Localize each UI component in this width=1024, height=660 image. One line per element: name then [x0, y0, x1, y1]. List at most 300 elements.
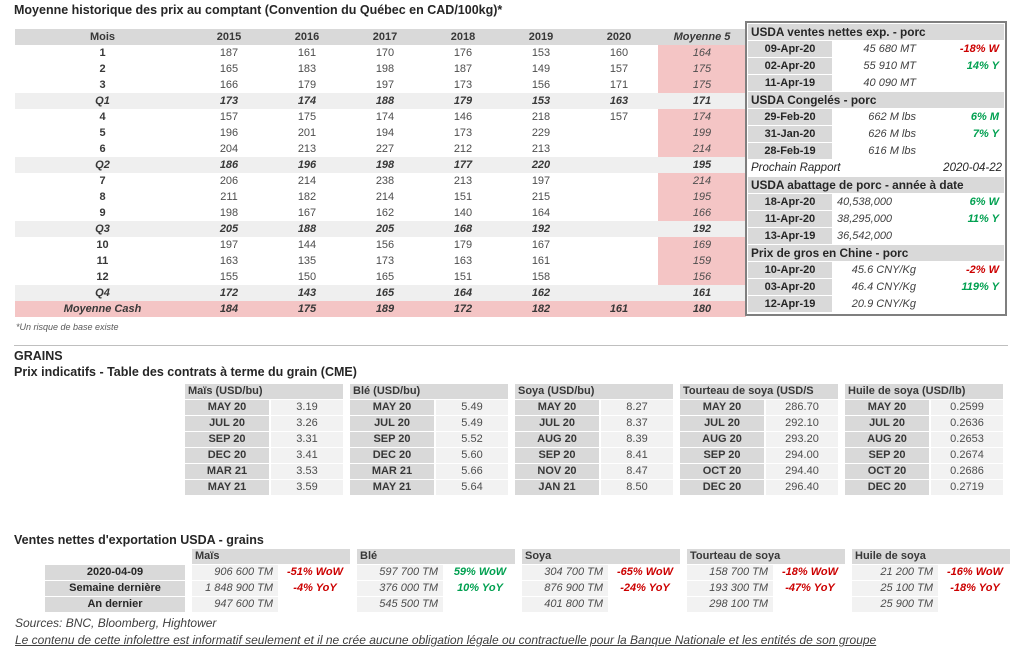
contract-month-cell: OCT 20	[680, 464, 764, 479]
contract-price-cell: 286.70	[766, 400, 838, 415]
price-average-cell: 195	[658, 189, 746, 205]
contract-month-cell: JUL 20	[845, 416, 929, 431]
price-table-row	[15, 109, 746, 125]
page-title: Moyenne historique des prix au comptant (Convention du Québec en CAD/100kg)*	[14, 3, 503, 17]
cme-commodity-group	[845, 384, 1003, 496]
price-value-cell: 166	[219, 79, 239, 91]
contract-month-cell: MAY 21	[350, 480, 434, 495]
sidebar-change-cell: 6% M	[970, 111, 999, 123]
cme-contract-row	[680, 480, 838, 495]
export-tonnage-cell: 376 000 TM	[357, 581, 443, 596]
export-tonnage-cell: 158 700 TM	[687, 565, 773, 580]
contract-price-cell: 3.59	[271, 480, 343, 495]
cme-contract-row	[350, 416, 508, 431]
sidebar-date-cell: 29-Feb-20	[748, 109, 832, 125]
price-value-cell: 183	[297, 63, 317, 75]
price-value-cell: 162	[502, 285, 580, 301]
contract-month-cell: SEP 20	[845, 448, 929, 463]
cme-contract-row	[845, 400, 1003, 415]
contract-month-cell: JUL 20	[680, 416, 764, 431]
cme-group-header: Huile de soya (USD/lb)	[845, 384, 1003, 399]
sidebar-date-cell: 13-Apr-19	[748, 228, 832, 244]
export-change-cell	[280, 597, 350, 612]
price-value-cell: 157	[219, 111, 239, 123]
price-value-cell: 205	[346, 221, 424, 237]
export-data-row	[687, 597, 845, 612]
export-tonnage-cell: 304 700 TM	[522, 565, 608, 580]
price-table-row	[15, 141, 746, 157]
sidebar-value-cell: 626 M lbs	[868, 128, 916, 140]
cme-contract-row	[350, 480, 508, 495]
price-row-label: 2	[99, 63, 106, 75]
contract-month-cell: DEC 20	[845, 480, 929, 495]
cme-contract-row	[680, 464, 838, 479]
contract-price-cell: 0.2599	[931, 400, 1003, 415]
sidebar-value-cell: 46.4 CNY/Kg	[851, 281, 916, 293]
sidebar-section-header: Prix de gros en Chine - porc	[748, 245, 1004, 261]
price-value-cell: 151	[453, 191, 473, 203]
price-row-label: Moyenne Cash	[15, 301, 190, 317]
contract-price-cell: 0.2636	[931, 416, 1003, 431]
export-data-row	[357, 565, 515, 580]
sidebar-date-cell: 02-Apr-20	[748, 58, 832, 74]
price-row-label: 12	[96, 271, 109, 283]
price-value-cell: 156	[375, 239, 395, 251]
export-data-row	[852, 565, 1010, 580]
cme-contract-row	[185, 464, 343, 479]
price-column-header: 2020	[580, 29, 658, 45]
price-average-cell: 166	[658, 205, 746, 221]
price-value-cell: 174	[268, 93, 346, 109]
price-value-cell: 170	[375, 47, 395, 59]
export-data-row	[852, 581, 1010, 596]
section-divider-line	[14, 345, 1008, 346]
cme-commodity-group	[680, 384, 838, 496]
contract-month-cell: AUG 20	[680, 432, 764, 447]
sources-line: Sources: BNC, Bloomberg, Hightower	[15, 616, 217, 630]
contract-month-cell: MAR 21	[350, 464, 434, 479]
cme-contract-row	[680, 416, 838, 431]
export-tonnage-cell: 193 300 TM	[687, 581, 773, 596]
contract-month-cell: JUL 20	[515, 416, 599, 431]
price-value-cell: 197	[375, 79, 395, 91]
contract-price-cell: 3.41	[271, 448, 343, 463]
export-change-cell: -18% YoY	[950, 582, 1000, 594]
price-value-cell: 184	[190, 301, 268, 317]
export-change-cell	[940, 597, 1010, 612]
price-value-cell: 213	[297, 143, 317, 155]
price-value-cell: 182	[502, 301, 580, 317]
export-row-label: Semaine dernière	[45, 581, 185, 596]
price-row-label: Q2	[15, 157, 190, 173]
cme-contract-row	[515, 448, 673, 463]
export-tonnage-cell: 25 100 TM	[852, 581, 938, 596]
sidebar-data-row	[748, 296, 1004, 312]
cme-commodity-group	[350, 384, 508, 496]
sidebar-data-row	[748, 262, 1004, 278]
price-column-header: Moyenne 5	[658, 29, 746, 45]
cme-contract-row	[845, 432, 1003, 447]
contract-price-cell: 3.31	[271, 432, 343, 447]
price-value-cell: 194	[375, 127, 395, 139]
export-change-cell: -4% YoY	[293, 582, 337, 594]
price-value-cell: 171	[609, 79, 629, 91]
price-value-cell: 163	[453, 255, 473, 267]
export-commodity-group	[852, 549, 1010, 613]
price-table-row	[15, 93, 746, 109]
price-value-cell: 177	[424, 157, 502, 173]
cme-commodity-group	[515, 384, 673, 496]
export-change-cell	[610, 597, 680, 612]
price-value-cell: 213	[531, 143, 551, 155]
price-value-cell: 144	[297, 239, 317, 251]
price-value-cell: 135	[297, 255, 317, 267]
price-table-row	[15, 221, 746, 237]
sidebar-value-cell: 20.9 CNY/Kg	[851, 298, 916, 310]
price-value-cell: 161	[297, 47, 317, 59]
price-value-cell: 189	[346, 301, 424, 317]
contract-price-cell: 8.47	[601, 464, 673, 479]
price-row-label: 4	[99, 111, 106, 123]
export-commodity-group	[192, 549, 350, 613]
contract-month-cell: MAY 20	[680, 400, 764, 415]
contract-month-cell: JAN 21	[515, 480, 599, 495]
next-report-date: 2020-04-22	[943, 162, 1002, 174]
cme-group-header: Maïs (USD/bu)	[185, 384, 343, 399]
legal-disclaimer: Le contenu de cette infolettre est informatif seulement et il ne crée aucune obligation légale ou contractuelle pour la Banque Nationale et les entités de son groupe	[15, 633, 877, 647]
price-table-row	[15, 301, 746, 317]
price-value-cell: 206	[219, 175, 239, 187]
price-row-label: 3	[99, 79, 106, 91]
sidebar-date-cell: 10-Apr-20	[748, 262, 832, 278]
price-value-cell: 153	[502, 93, 580, 109]
sidebar-date-cell: 18-Apr-20	[748, 194, 832, 210]
sidebar-date-cell: 31-Jan-20	[748, 126, 832, 142]
contract-price-cell: 294.40	[766, 464, 838, 479]
export-commodity-group	[357, 549, 515, 613]
sidebar-value-cell: 662 M lbs	[868, 111, 916, 123]
contract-price-cell: 296.40	[766, 480, 838, 495]
export-tonnage-cell: 401 800 TM	[522, 597, 608, 612]
cme-contract-row	[845, 448, 1003, 463]
contract-price-cell: 3.26	[271, 416, 343, 431]
price-average-cell: 214	[658, 173, 746, 189]
price-row-label: 11	[96, 255, 109, 267]
contract-price-cell: 5.64	[436, 480, 508, 495]
next-report-label: Prochain Rapport	[751, 162, 841, 174]
contract-price-cell: 8.50	[601, 480, 673, 495]
contract-month-cell: MAY 20	[350, 400, 434, 415]
price-value-cell: 205	[190, 221, 268, 237]
price-average-cell: 171	[658, 93, 746, 109]
price-value-cell: 156	[531, 79, 551, 91]
price-value-cell: 158	[531, 271, 551, 283]
price-header-row	[15, 29, 746, 45]
sidebar-value-cell: 40 090 MT	[863, 77, 916, 89]
export-data-row	[522, 581, 680, 596]
price-value-cell	[580, 237, 658, 253]
export-label-column	[45, 549, 185, 613]
price-value-cell: 165	[375, 271, 395, 283]
export-group-header: Tourteau de soya	[687, 549, 845, 564]
contract-month-cell: DEC 20	[185, 448, 269, 463]
contract-month-cell: JUL 20	[350, 416, 434, 431]
price-column-header: 2017	[346, 29, 424, 45]
export-row-label: 2020-04-09	[45, 565, 185, 580]
price-table-row	[15, 285, 746, 301]
price-value-cell: 192	[502, 221, 580, 237]
price-value-cell: 157	[609, 63, 629, 75]
export-tonnage-cell: 25 900 TM	[852, 597, 938, 612]
export-tonnage-cell: 906 600 TM	[192, 565, 278, 580]
usda-pork-panel	[745, 21, 1007, 316]
cme-contract-row	[185, 400, 343, 415]
export-header-spacer	[45, 549, 185, 565]
price-value-cell: 163	[219, 255, 239, 267]
price-value-cell	[580, 125, 658, 141]
next-report-row	[748, 160, 1004, 176]
price-value-cell	[580, 157, 658, 173]
cme-contract-row	[350, 400, 508, 415]
export-data-row	[687, 581, 845, 596]
sidebar-value-cell: 45.6 CNY/Kg	[851, 264, 916, 276]
contract-price-cell: 0.2719	[931, 480, 1003, 495]
contract-month-cell: MAY 20	[185, 400, 269, 415]
export-tonnage-cell: 21 200 TM	[852, 565, 938, 580]
price-value-cell: 238	[375, 175, 395, 187]
export-change-cell: -18% WoW	[781, 566, 839, 578]
price-table-row	[15, 77, 746, 93]
sidebar-change-cell: -18% W	[959, 43, 999, 55]
price-value-cell: 173	[453, 127, 473, 139]
cme-group-header: Tourteau de soya (USD/S	[680, 384, 838, 399]
sidebar-data-row	[748, 109, 1004, 125]
price-table-row	[15, 173, 746, 189]
contract-month-cell: SEP 20	[680, 448, 764, 463]
export-change-cell: 59% WoW	[453, 566, 507, 578]
contract-price-cell: 5.49	[436, 400, 508, 415]
price-row-label: 7	[99, 175, 106, 187]
contract-price-cell: 0.2674	[931, 448, 1003, 463]
contract-month-cell: DEC 20	[350, 448, 434, 463]
sidebar-data-row	[748, 211, 1004, 227]
cme-group-header: Blé (USD/bu)	[350, 384, 508, 399]
sidebar-section-header: USDA Congelés - porc	[748, 92, 1004, 108]
export-data-row	[522, 597, 680, 612]
price-value-cell: 179	[297, 79, 317, 91]
sidebar-date-cell: 09-Apr-20	[748, 41, 832, 57]
cme-contract-row	[185, 432, 343, 447]
sidebar-change-cell: 6% W	[969, 196, 999, 208]
contract-month-cell: AUG 20	[845, 432, 929, 447]
price-value-cell: 186	[190, 157, 268, 173]
price-value-cell: 187	[219, 47, 239, 59]
sidebar-value-cell: 36,542,000	[837, 230, 893, 242]
price-value-cell: 160	[609, 47, 629, 59]
price-table-row	[15, 205, 746, 221]
sidebar-data-row	[748, 279, 1004, 295]
price-row-label: Q1	[15, 93, 190, 109]
price-value-cell: 157	[609, 111, 629, 123]
price-value-cell: 188	[268, 221, 346, 237]
export-change-cell: -51% WoW	[286, 566, 344, 578]
price-value-cell: 187	[453, 63, 473, 75]
cme-contract-row	[515, 432, 673, 447]
contract-month-cell: SEP 20	[350, 432, 434, 447]
price-value-cell	[580, 269, 658, 285]
price-table-row	[15, 237, 746, 253]
sidebar-value-cell: 38,295,000	[837, 213, 893, 225]
cme-table-title: Prix indicatifs - Table des contrats à terme du grain (CME)	[14, 365, 357, 379]
price-average-cell: 161	[658, 285, 746, 301]
sidebar-data-row	[748, 126, 1004, 142]
contract-month-cell: MAY 20	[515, 400, 599, 415]
cme-group-header: Soya (USD/bu)	[515, 384, 673, 399]
export-data-row	[522, 565, 680, 580]
sidebar-section-header: USDA abattage de porc - année à date	[748, 177, 1004, 193]
price-value-cell: 215	[531, 191, 551, 203]
price-value-cell: 168	[424, 221, 502, 237]
cme-contract-row	[515, 464, 673, 479]
price-value-cell: 175	[297, 111, 317, 123]
cme-contract-row	[845, 416, 1003, 431]
price-value-cell: 151	[453, 271, 473, 283]
price-value-cell: 162	[375, 207, 395, 219]
sidebar-change-cell: -2% W	[966, 264, 999, 276]
price-row-label: 5	[99, 127, 106, 139]
price-value-cell: 213	[453, 175, 473, 187]
price-value-cell: 164	[531, 207, 551, 219]
contract-month-cell: MAR 21	[185, 464, 269, 479]
price-table-row	[15, 269, 746, 285]
export-change-cell: -65% WoW	[616, 566, 674, 578]
sidebar-value-cell: 55 910 MT	[863, 60, 916, 72]
price-value-cell: 173	[453, 79, 473, 91]
price-table-row	[15, 45, 746, 61]
contract-month-cell: DEC 20	[680, 480, 764, 495]
price-value-cell: 176	[453, 47, 473, 59]
price-value-cell: 175	[268, 301, 346, 317]
price-value-cell: 163	[580, 93, 658, 109]
cme-contract-row	[350, 464, 508, 479]
price-average-cell: 180	[658, 301, 746, 317]
price-average-cell: 214	[658, 141, 746, 157]
price-value-cell: 150	[297, 271, 317, 283]
export-tonnage-cell: 1 848 900 TM	[192, 581, 278, 596]
price-value-cell: 161	[531, 255, 551, 267]
price-column-header: 2018	[424, 29, 502, 45]
export-data-row	[192, 565, 350, 580]
price-value-cell	[580, 285, 658, 301]
export-data-row	[357, 597, 515, 612]
price-row-label: 1	[99, 47, 106, 59]
cme-contract-row	[680, 400, 838, 415]
sidebar-change-cell: 14% Y	[966, 60, 999, 72]
cme-futures-table	[185, 384, 1010, 496]
export-change-cell: -47% YoY	[785, 582, 835, 594]
price-value-cell: 197	[219, 239, 239, 251]
contract-price-cell: 0.2686	[931, 464, 1003, 479]
export-tonnage-cell: 876 900 TM	[522, 581, 608, 596]
contract-price-cell: 8.37	[601, 416, 673, 431]
cme-contract-row	[680, 448, 838, 463]
sidebar-data-row	[748, 143, 1004, 159]
price-average-cell: 192	[658, 221, 746, 237]
price-value-cell: 165	[346, 285, 424, 301]
price-average-cell: 174	[658, 109, 746, 125]
cme-contract-row	[350, 432, 508, 447]
cme-contract-row	[185, 416, 343, 431]
price-average-cell: 169	[658, 237, 746, 253]
sidebar-date-cell: 11-Apr-19	[748, 75, 832, 91]
price-value-cell: 227	[375, 143, 395, 155]
cme-contract-row	[515, 400, 673, 415]
price-value-cell: 198	[219, 207, 239, 219]
price-value-cell: 197	[531, 175, 551, 187]
price-value-cell: 173	[375, 255, 395, 267]
price-value-cell	[580, 221, 658, 237]
export-data-row	[852, 597, 1010, 612]
price-value-cell	[580, 173, 658, 189]
cme-contract-row	[845, 464, 1003, 479]
contract-month-cell: JUL 20	[185, 416, 269, 431]
price-value-cell: 155	[219, 271, 239, 283]
price-column-header: 2015	[190, 29, 268, 45]
sidebar-change-cell: 11% Y	[967, 213, 999, 225]
contract-price-cell: 5.52	[436, 432, 508, 447]
usda-export-table	[45, 549, 1010, 613]
price-value-cell: 182	[297, 191, 317, 203]
export-table-title: Ventes nettes d'exportation USDA - grains	[14, 533, 264, 547]
sidebar-data-row	[748, 194, 1004, 210]
export-group-header: Huile de soya	[852, 549, 1010, 564]
contract-month-cell: SEP 20	[515, 448, 599, 463]
price-value-cell: 173	[190, 93, 268, 109]
grains-section-title: GRAINS	[14, 349, 63, 363]
export-commodity-group	[687, 549, 845, 613]
price-value-cell	[580, 141, 658, 157]
price-table-row	[15, 157, 746, 173]
export-tonnage-cell: 597 700 TM	[357, 565, 443, 580]
export-change-cell: 10% YoY	[457, 582, 503, 594]
sidebar-date-cell: 28-Feb-19	[748, 143, 832, 159]
price-average-cell: 156	[658, 269, 746, 285]
price-row-label: 8	[99, 191, 106, 203]
cme-contract-row	[350, 448, 508, 463]
price-value-cell: 214	[297, 175, 317, 187]
price-row-label: 9	[99, 207, 106, 219]
contract-price-cell: 294.00	[766, 448, 838, 463]
sidebar-data-row	[748, 58, 1004, 74]
price-value-cell: 229	[531, 127, 551, 139]
sidebar-date-cell: 12-Apr-19	[748, 296, 832, 312]
contract-price-cell: 8.39	[601, 432, 673, 447]
price-value-cell: 172	[424, 301, 502, 317]
cme-commodity-group	[185, 384, 343, 496]
contract-month-cell: OCT 20	[845, 464, 929, 479]
contract-month-cell: NOV 20	[515, 464, 599, 479]
price-value-cell: 179	[424, 93, 502, 109]
price-row-label: 6	[99, 143, 106, 155]
cme-contract-row	[185, 448, 343, 463]
price-average-cell: 159	[658, 253, 746, 269]
price-value-cell: 179	[453, 239, 473, 251]
contract-price-cell: 292.10	[766, 416, 838, 431]
sidebar-date-cell: 03-Apr-20	[748, 279, 832, 295]
price-value-cell: 146	[453, 111, 473, 123]
base-risk-footnote: *Un risque de base existe	[16, 322, 119, 332]
price-value-cell	[580, 205, 658, 221]
